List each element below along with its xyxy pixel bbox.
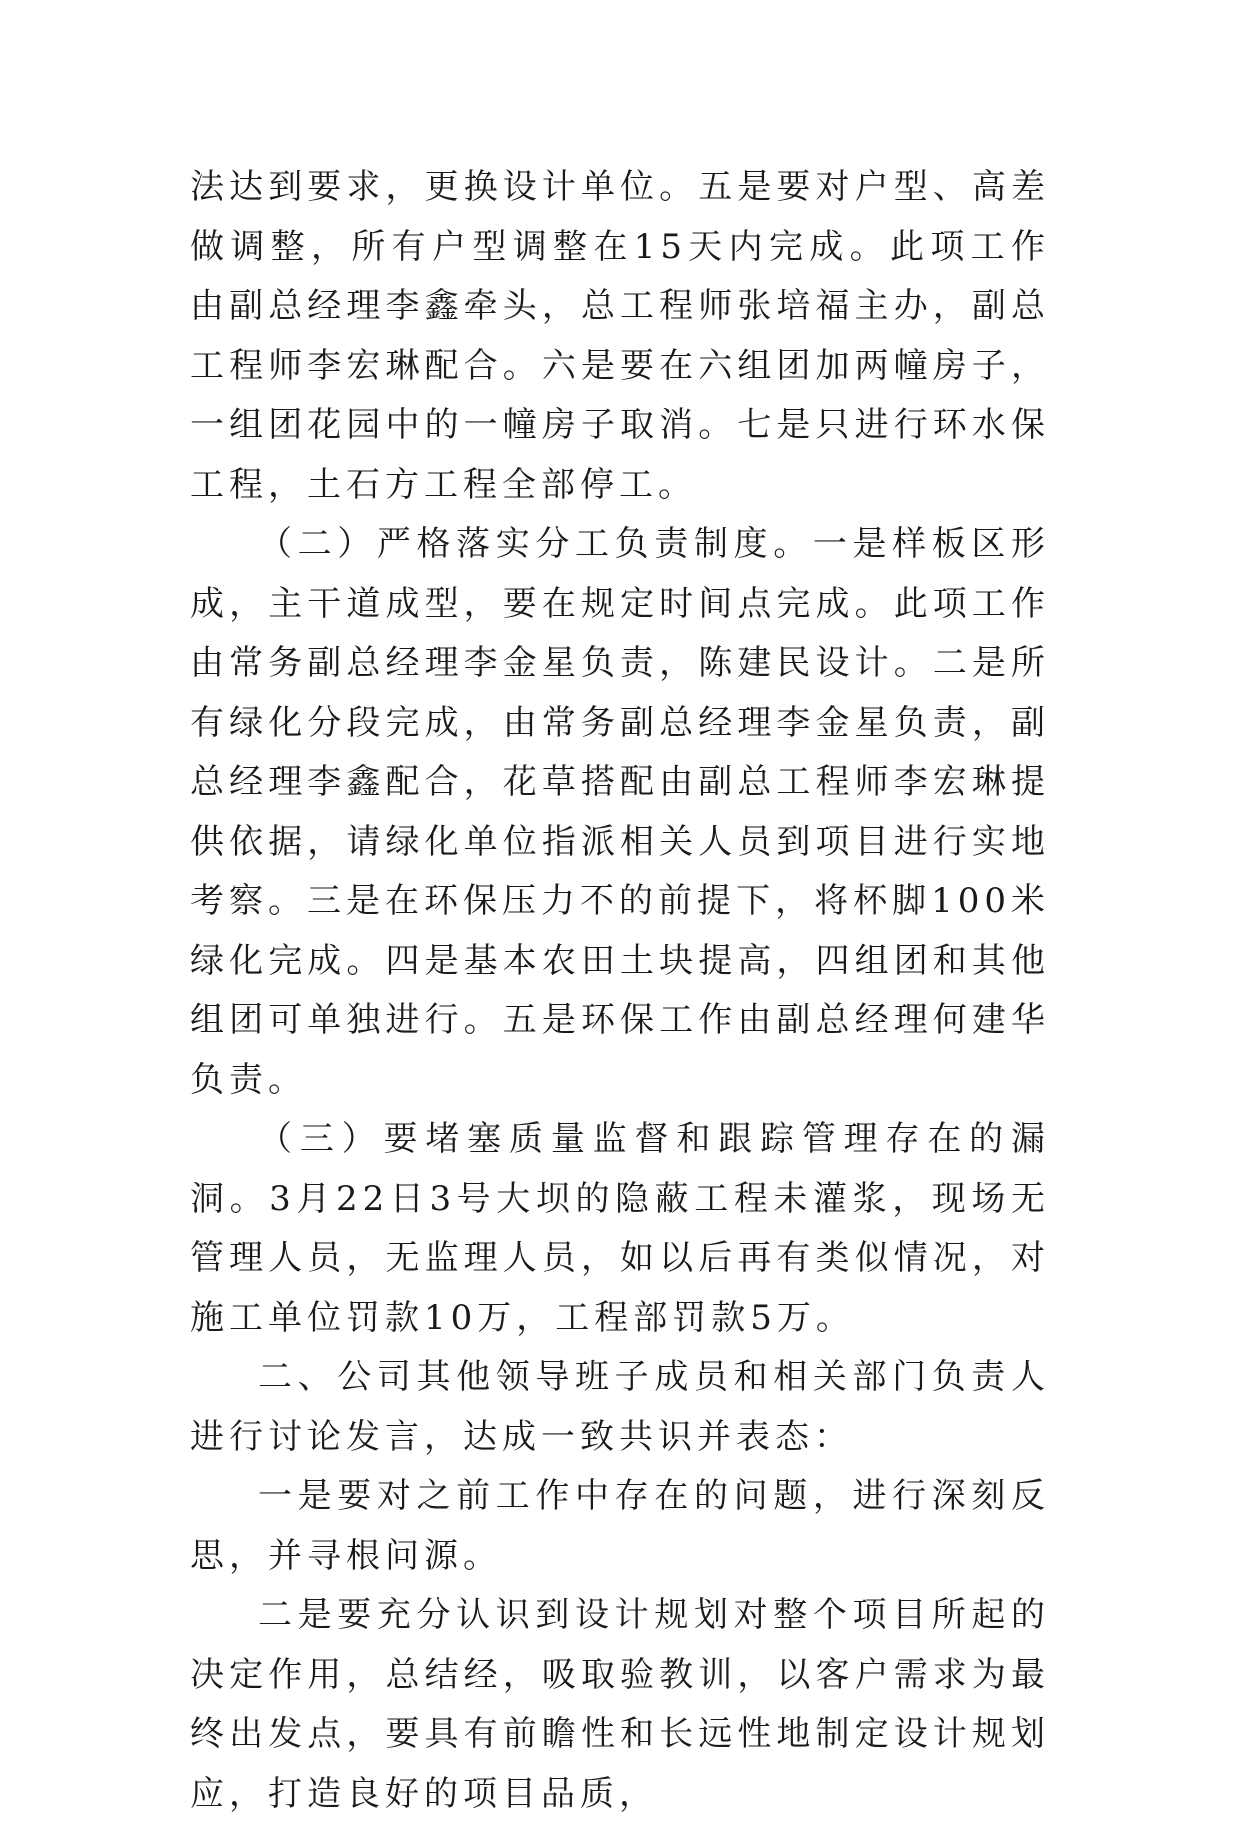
paragraph-section-two-heading: 二、公司其他领导班子成员和相关部门负责人进行讨论发言，达成一致共识并表态： [190,1357,1050,1457]
paragraph-design-adjustments: 法达到要求，更换设计单位。五是要对户型、高差做调整，所有户型调整在15天内完成。此项工作由副总经理李鑫牵头，总工程师张培福主办，副总工程师李宏琳配合。六是要在六组团加两幢房子，一组团花园中的一幢房子取消。七是只进行环水保工程，土石方工程全部停工。 [190,167,1050,505]
paragraph-quality-supervision: （三）要堵塞质量监督和跟踪管理存在的漏洞。3月22日3号大坝的隐蔽工程未灌浆，现场无管理人员，无监理人员，如以后再有类似情况，对施工单位罚款10万，工程部罚款5万。 [190,1119,1050,1338]
paragraph-responsibility-system: （二）严格落实分工负责制度。一是样板区形成，主干道成型，要在规定时间点完成。此项工作由常务副总经理李金星负责，陈建民设计。二是所有绿化分段完成，由常务副总经理李金星负责，副总经理李鑫配合，花草搭配由副总工程师李宏琳提供依据，请绿化单位指派相关人员到项目进行实地考察。三是在环保压力不的前提下，将杯脚100米绿化完成。四是基本农田土块提高，四组团和其他组团可单独进行。五是环保工作由副总经理何建华负责。 [190,524,1050,1100]
document-body [190,158,1050,1824]
paragraph-point-two: 二是要充分认识到设计规划对整个项目所起的决定作用，总结经，吸取验教训，以客户需求为最终出发点，要具有前瞻性和长远性地制定设计规划应，打造良好的项目品质， [190,1595,1050,1814]
paragraph-point-one: 一是要对之前工作中存在的问题，进行深刻反思，并寻根问源。 [190,1476,1050,1576]
